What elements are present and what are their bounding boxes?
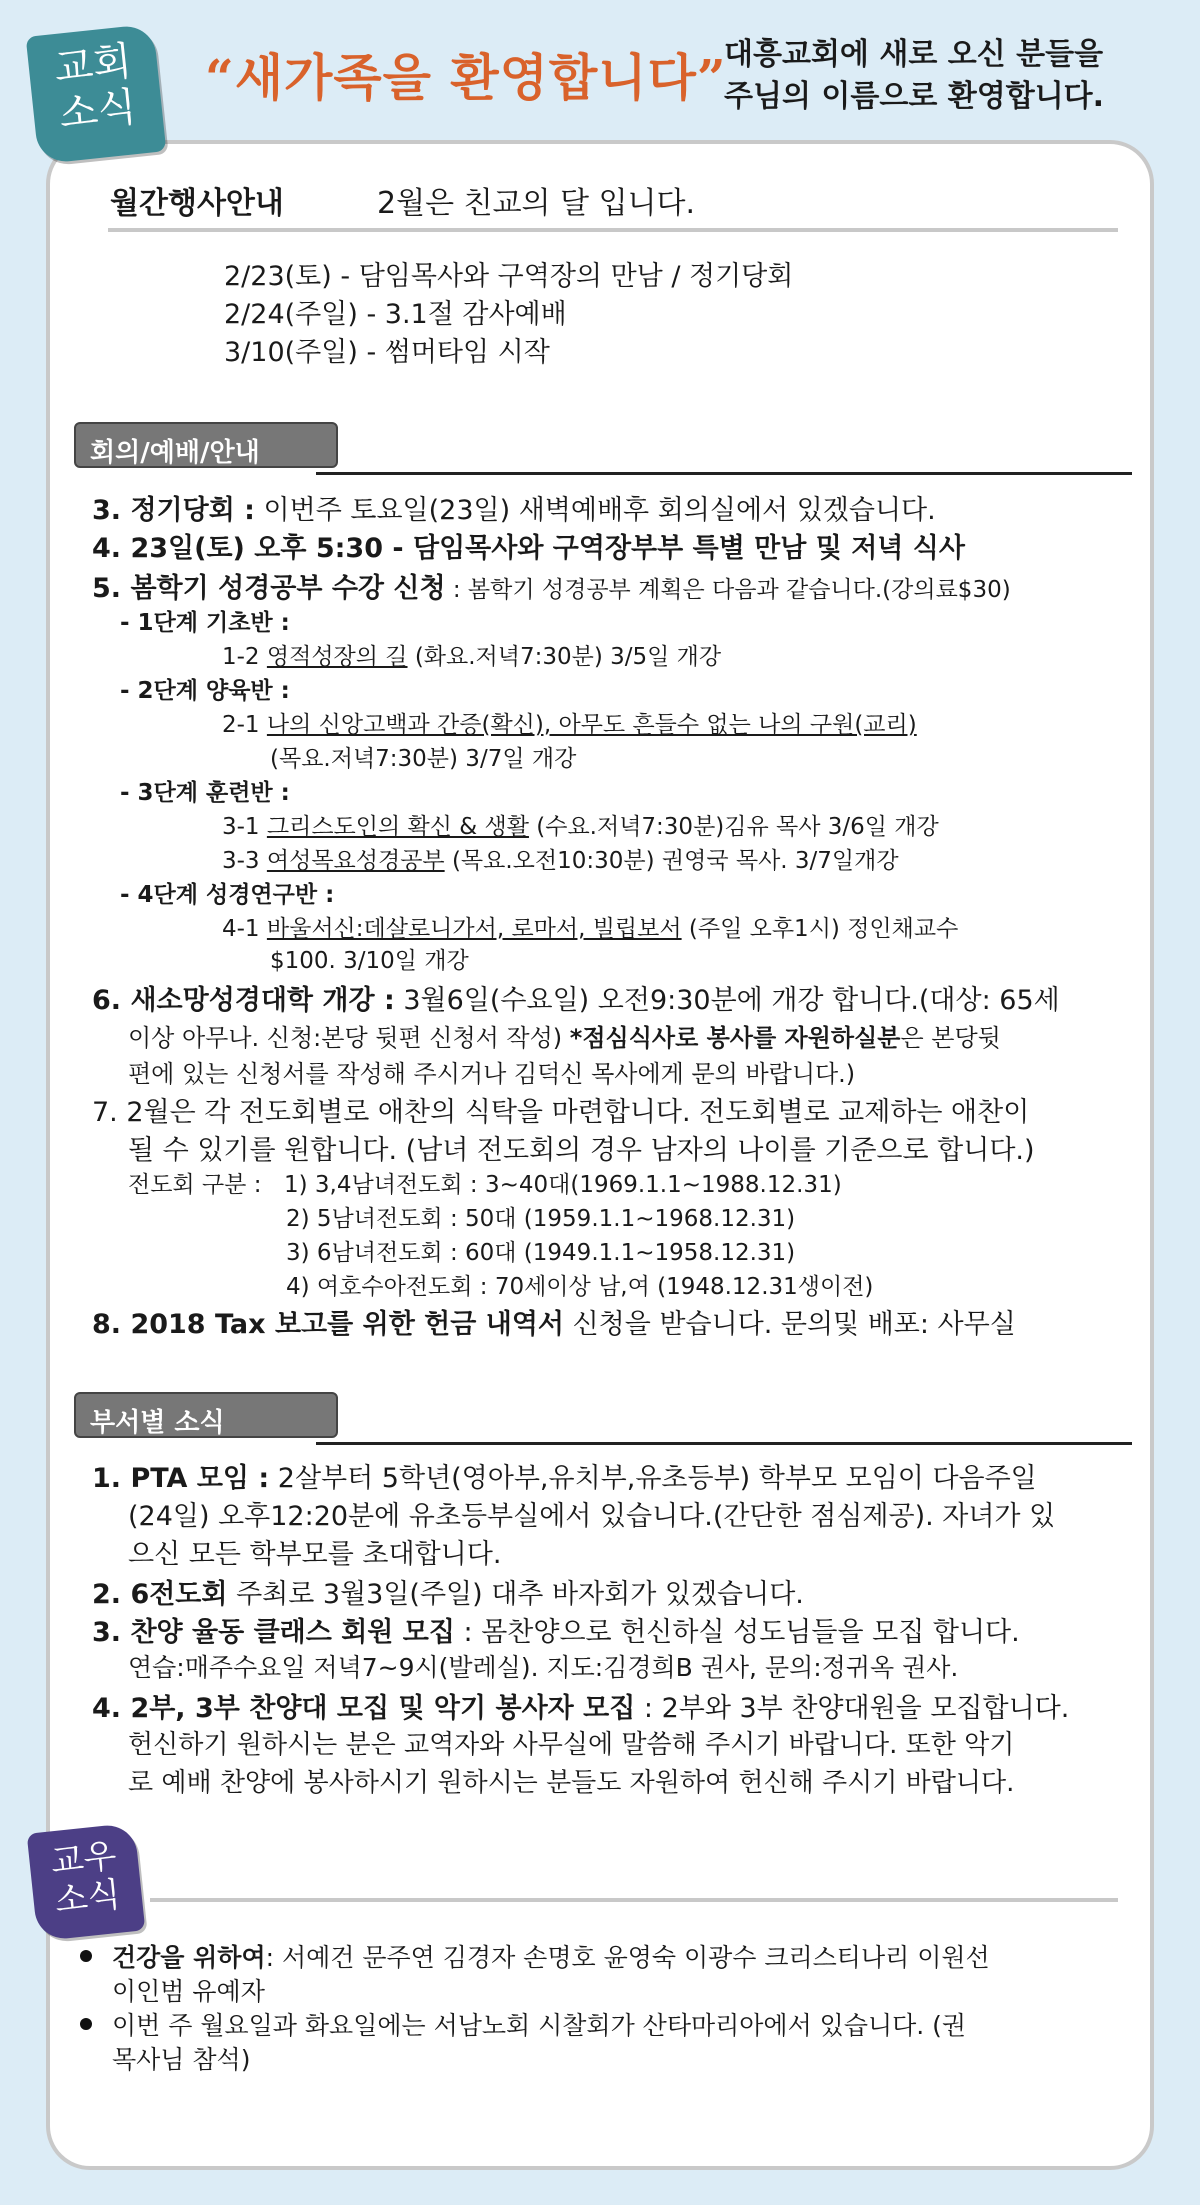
division-row: 1) 3,4남녀전도회 : 3~40대(1969.1.1~1988.12.31)	[284, 1172, 842, 1198]
notice-label: 3. 찬양 율동 클래스 회원 모집	[92, 1617, 455, 1648]
notice-label: 4. 23일(토) 오후 5:30 - 담임목사와 구역장부부 특별 만남 및 저녁 식사	[92, 533, 965, 564]
member-notice: 이번 주 월요일과 화요일에는 서남노회 시찰회가 산타마리아에서 있습니다. (권	[112, 2011, 967, 2040]
notice-item-3	[92, 488, 936, 527]
course-title: 나의 신앙고백과 간증(확신), 아무도 흔들수 없는 나의 구원(교리)	[266, 712, 917, 738]
course-schedule: (주일 오후1시) 정인채교수	[681, 916, 959, 942]
notice-text: 이번주 토요일(23일) 새벽예배후 회의실에서 있겠습니다.	[254, 495, 936, 526]
notice-text: : 봄학기 성경공부 계획은 다음과 같습니다.(강의료$30)	[445, 577, 1011, 603]
notice-label: 3. 정기당회 :	[92, 495, 255, 526]
event-item: 2/24(주일) - 3.1절 감사예배	[224, 299, 567, 330]
notice-highlight: *점심식사로 봉사를 자원하실분	[569, 1024, 901, 1052]
dept-item-1	[92, 1456, 1037, 1495]
dept-item-2	[92, 1572, 804, 1611]
notice-text: 은 본당뒷	[900, 1024, 1001, 1052]
course-item	[222, 910, 958, 943]
course-title: 여성목요성경공부	[266, 848, 445, 874]
notice-text: 주최로 3월3일(주일) 대추 바자회가 있겠습니다.	[227, 1579, 804, 1610]
notice-continuation: 로 예배 찬양에 봉사하시기 원하시는 분들도 자원하여 헌신해 주시기 바랍니다.	[128, 1768, 1015, 1798]
course-item	[222, 808, 939, 841]
badge-text-line2: 소식	[52, 1874, 123, 1922]
member-news-badge	[27, 1823, 146, 1942]
course-number: 4-1	[222, 916, 267, 942]
welcome-message-line1: 대흥교회에 새로 오신 분들을	[724, 37, 1104, 72]
notice-label: 1. PTA 모임 :	[92, 1463, 270, 1494]
notice-continuation: 될 수 있기를 원합니다. (남녀 전도회의 경우 남자의 나이를 기준으로 합니다.)	[128, 1135, 1035, 1166]
course-item	[222, 638, 721, 671]
member-news-divider	[150, 1898, 1118, 1902]
notice-text: 3월6일(수요일) 오전9:30분에 개강 합니다.(대상: 65세	[394, 985, 1060, 1016]
notice-item-6	[92, 978, 1060, 1017]
course-number: 3-3	[222, 848, 267, 874]
section-tab-meeting: 회의/예배/안내	[74, 422, 338, 468]
section-tab-department: 부서별 소식	[74, 1392, 338, 1438]
heading-divider	[108, 228, 1118, 232]
division-row: 2) 5남녀전도회 : 50대 (1959.1.1~1968.12.31)	[286, 1206, 796, 1232]
welcome-message-line2: 주님의 이름으로 환영합니다.	[724, 79, 1105, 114]
course-title: 바울서신:데살로니가서, 로마서, 빌립보서	[266, 916, 682, 942]
notice-label: 4. 2부, 3부 찬양대 모집 및 악기 봉사자 모집	[92, 1693, 636, 1724]
bullet-icon	[80, 2018, 92, 2030]
notice-text: : 2부와 3부 찬양대원을 모집합니다.	[635, 1693, 1070, 1724]
dept-item-3	[92, 1610, 1020, 1649]
badge-text-line2: 소식	[56, 83, 139, 138]
notice-text: 이상 아무나. 신청:본당 뒷편 신청서 작성)	[128, 1024, 570, 1052]
welcome-message	[724, 34, 1104, 118]
prayer-label: 건강을 위하여	[112, 1943, 266, 1972]
course-step-2: - 2단계 양육반 :	[120, 678, 290, 704]
course-fee: $100. 3/10일 개강	[270, 948, 469, 974]
course-number: 1-2	[222, 644, 267, 670]
notice-item-4	[92, 526, 965, 565]
section-divider	[316, 472, 1132, 475]
notice-continuation: 연습:매주수요일 저녁7~9시(발레실). 지도:김경희B 권사, 문의:정귀옥 권사.	[128, 1653, 959, 1682]
course-step-1: - 1단계 기초반 :	[120, 610, 290, 636]
prayer-text: : 서예건 문주연 김경자 손명호 윤영숙 이광수 크리스티나리 이원선	[265, 1943, 990, 1972]
course-schedule: (수요.저녁7:30분)김유 목사 3/6일 개강	[528, 814, 939, 840]
division-row: 3) 6남녀전도회 : 60대 (1949.1.1~1958.12.31)	[286, 1240, 796, 1266]
notice-text: 신청을 받습니다. 문의및 배포: 사무실	[563, 1309, 1016, 1340]
notice-continuation	[128, 1018, 1001, 1053]
church-news-badge	[26, 24, 167, 165]
course-schedule: (목요.저녁7:30분) 3/7일 개강	[270, 746, 577, 772]
division-row: 4) 여호수아전도회 : 70세이상 남,여 (1948.12.31생이전)	[286, 1274, 874, 1300]
course-schedule: (목요.오전10:30분) 권영국 목사. 3/7일개강	[444, 848, 899, 874]
section-divider	[316, 1442, 1132, 1445]
course-title: 영적성장의 길	[266, 644, 408, 670]
course-number: 3-1	[222, 814, 267, 840]
course-number: 2-1	[222, 712, 267, 738]
notice-continuation: 헌신하기 원하시는 분은 교역자와 사무실에 말씀해 주시기 바랍니다. 또한 악기	[128, 1730, 1015, 1760]
prayer-item-health	[112, 1938, 990, 1974]
course-title: 그리스도인의 확신 & 생활	[266, 814, 529, 840]
notice-continuation: (24일) 오후12:20분에 유초등부실에서 있습니다.(간단한 점심제공). 자녀가 있	[128, 1501, 1056, 1532]
course-step-3: - 3단계 훈련반 :	[120, 780, 290, 806]
course-item	[222, 706, 917, 739]
event-item: 3/10(주일) - 썸머타임 시작	[224, 337, 550, 368]
prayer-continuation: 이인범 유예자	[112, 1977, 265, 2006]
notice-continuation: 으신 모든 학부모를 초대합니다.	[128, 1539, 502, 1570]
welcome-title: “새가족을 환영합니다”	[205, 48, 727, 107]
bullet-icon	[80, 1950, 92, 1962]
notice-label: 8. 2018 Tax 보고를 위한 헌금 내역서	[92, 1309, 564, 1340]
dept-item-4	[92, 1686, 1069, 1725]
notice-text: : 몸찬양으로 헌신하실 성도님들을 모집 합니다.	[454, 1617, 1020, 1648]
notice-item-5	[92, 566, 1011, 605]
monthly-events-heading: 월간행사안내	[110, 186, 284, 221]
member-notice-continuation: 목사님 참석)	[112, 2045, 251, 2074]
notice-item-8	[92, 1302, 1016, 1341]
notice-item-7: 7. 2월은 각 전도회별로 애찬의 식탁을 마련합니다. 전도회별로 교제하는 애찬이	[92, 1097, 1030, 1128]
course-schedule: (화요.저녁7:30분) 3/5일 개강	[407, 644, 722, 670]
badge-text-line1: 교우	[48, 1835, 119, 1883]
monthly-theme: 2월은 친교의 달 입니다.	[377, 186, 696, 221]
notice-label: 2. 6전도회	[92, 1579, 228, 1610]
notice-text: 2살부터 5학년(영아부,유치부,유초등부) 학부모 모임이 다음주일	[269, 1463, 1037, 1494]
course-step-4: - 4단계 성경연구반 :	[120, 882, 335, 908]
division-label: 전도회 구분 :	[128, 1172, 262, 1198]
badge-text-line1: 교회	[52, 38, 134, 93]
course-item	[222, 842, 899, 875]
notice-continuation: 편에 있는 신청서를 작성해 주시거나 김덕신 목사에게 문의 바랍니다.)	[128, 1060, 856, 1088]
notice-label: 6. 새소망성경대학 개강 :	[92, 985, 395, 1016]
notice-label: 5. 봄학기 성경공부 수강 신청	[92, 573, 446, 604]
event-item: 2/23(토) - 담임목사와 구역장의 만남 / 정기당회	[224, 261, 794, 292]
